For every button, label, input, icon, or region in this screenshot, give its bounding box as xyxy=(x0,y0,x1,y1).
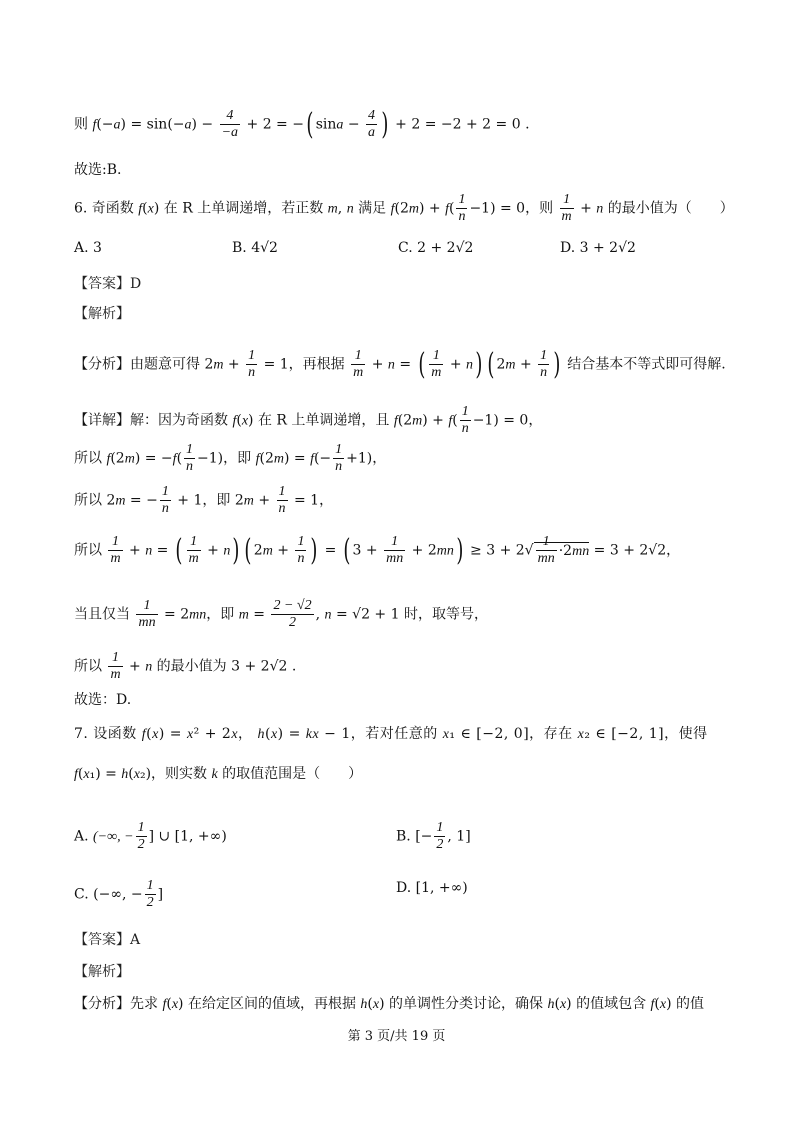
q6-detail-3: 所以 2m = − $\frac{1}{n}$ + 1，即 2m + $\frac{1}{n}$ = 1， xyxy=(74,484,334,516)
q6-fenxi: 【分析】由题意可得 2m + $\frac{1}{n}$ = 1，再根据 $\frac{1}{m}$ + n = ( $\frac{1}{m}$ + n) ( 2m + $\frac{1}{n}$ ) 结合基本不等式即可得解. xyxy=(74,346,726,382)
q6-option-c: C. 2 + 2√2 xyxy=(398,240,474,256)
q7-option-a: A. (−∞, − $\frac{1}{2}$ ] ∪ [1, +∞) xyxy=(74,820,227,852)
page-footer: 第 3 页/共 19 页 xyxy=(347,1029,446,1044)
q7-stem-2: f(x₁) = h(x₂)，则实数 k 的取值范围是（ ） xyxy=(74,766,363,782)
q7-option-b: B. [− $\frac{1}{2}$ , 1] xyxy=(396,820,471,852)
q7-analysis-tag: 【解析】 xyxy=(74,964,130,980)
q6-analysis-tag: 【解析】 xyxy=(74,306,130,322)
q6-detail-1: 【详解】解：因为奇函数 f(x) 在 R 上单调递增，且 f(2m) + f( $\frac{1}{n}$ −1) = 0， xyxy=(74,404,543,436)
q6-detail-5: 当且仅当 $\frac{1}{mn}$ = 2mn，即 m = $\frac{2 - √2}{2}$ , n = √2 + 1 时，取等号， xyxy=(74,598,488,630)
q7-fenxi: 【分析】先求 f(x) 在给定区间的值域，再根据 h(x) 的单调性分类讨论，确保 h(x) 的值域包含 f(x) 的值 xyxy=(74,996,705,1012)
q7-option-d: D. [1, +∞) xyxy=(396,880,468,896)
q6-stem: 6. 奇函数 f(x) 在 R 上单调递增，若正数 m, n 满足 f(2m) + f( $\frac{1}{n}$ −1) = 0，则 $\frac{1}{m}$ + n 的最小值为（ ） xyxy=(74,192,734,224)
q6-detail-4: 所以 $\frac{1}{m}$ + n = ( $\frac{1}{m}$ + n) ( 2m + $\frac{1}{n}$ ) = ( 3 + $\frac{1}{mn}$ + 2mn) ≥ 3 + 2√ $\frac{1}{mn}$ ·2mn = 3 + 2√2， xyxy=(74,532,681,568)
q6-detail-2: 所以 f(2m) = −f( $\frac{1}{n}$ −1)，即 f(2m) = f(− $\frac{1}{n}$ +1)， xyxy=(74,442,387,474)
q7-answer: 【答案】A xyxy=(74,932,141,948)
prev-answer: 故选:B. xyxy=(74,162,122,178)
q7-option-c: C. (−∞, − $\frac{1}{2}$ ] xyxy=(74,878,164,910)
q6-option-a: A. 3 xyxy=(74,240,102,256)
q6-detail-6: 所以 $\frac{1}{m}$ + n 的最小值为 3 + 2√2 . xyxy=(74,650,297,682)
q6-final: 故选：D. xyxy=(74,692,132,708)
q6-option-d: D. 3 + 2√2 xyxy=(560,240,636,256)
q6-answer: 【答案】D xyxy=(74,276,142,292)
q6-option-b: B. 4√2 xyxy=(232,240,278,256)
q7-stem-1: 7. 设函数 f(x) = x² + 2x， h(x) = kx − 1，若对任意的 x₁ ∈ [−2, 0]，存在 x₂ ∈ [−2, 1]，使得 xyxy=(74,726,708,742)
prev-solution-line: 则 f(−a) = sin(−a) − $\frac{4}{-a}$ + 2 = −( sina − $\frac{4}{a}$ ) + 2 = −2 + 2 = 0 . xyxy=(74,106,530,142)
